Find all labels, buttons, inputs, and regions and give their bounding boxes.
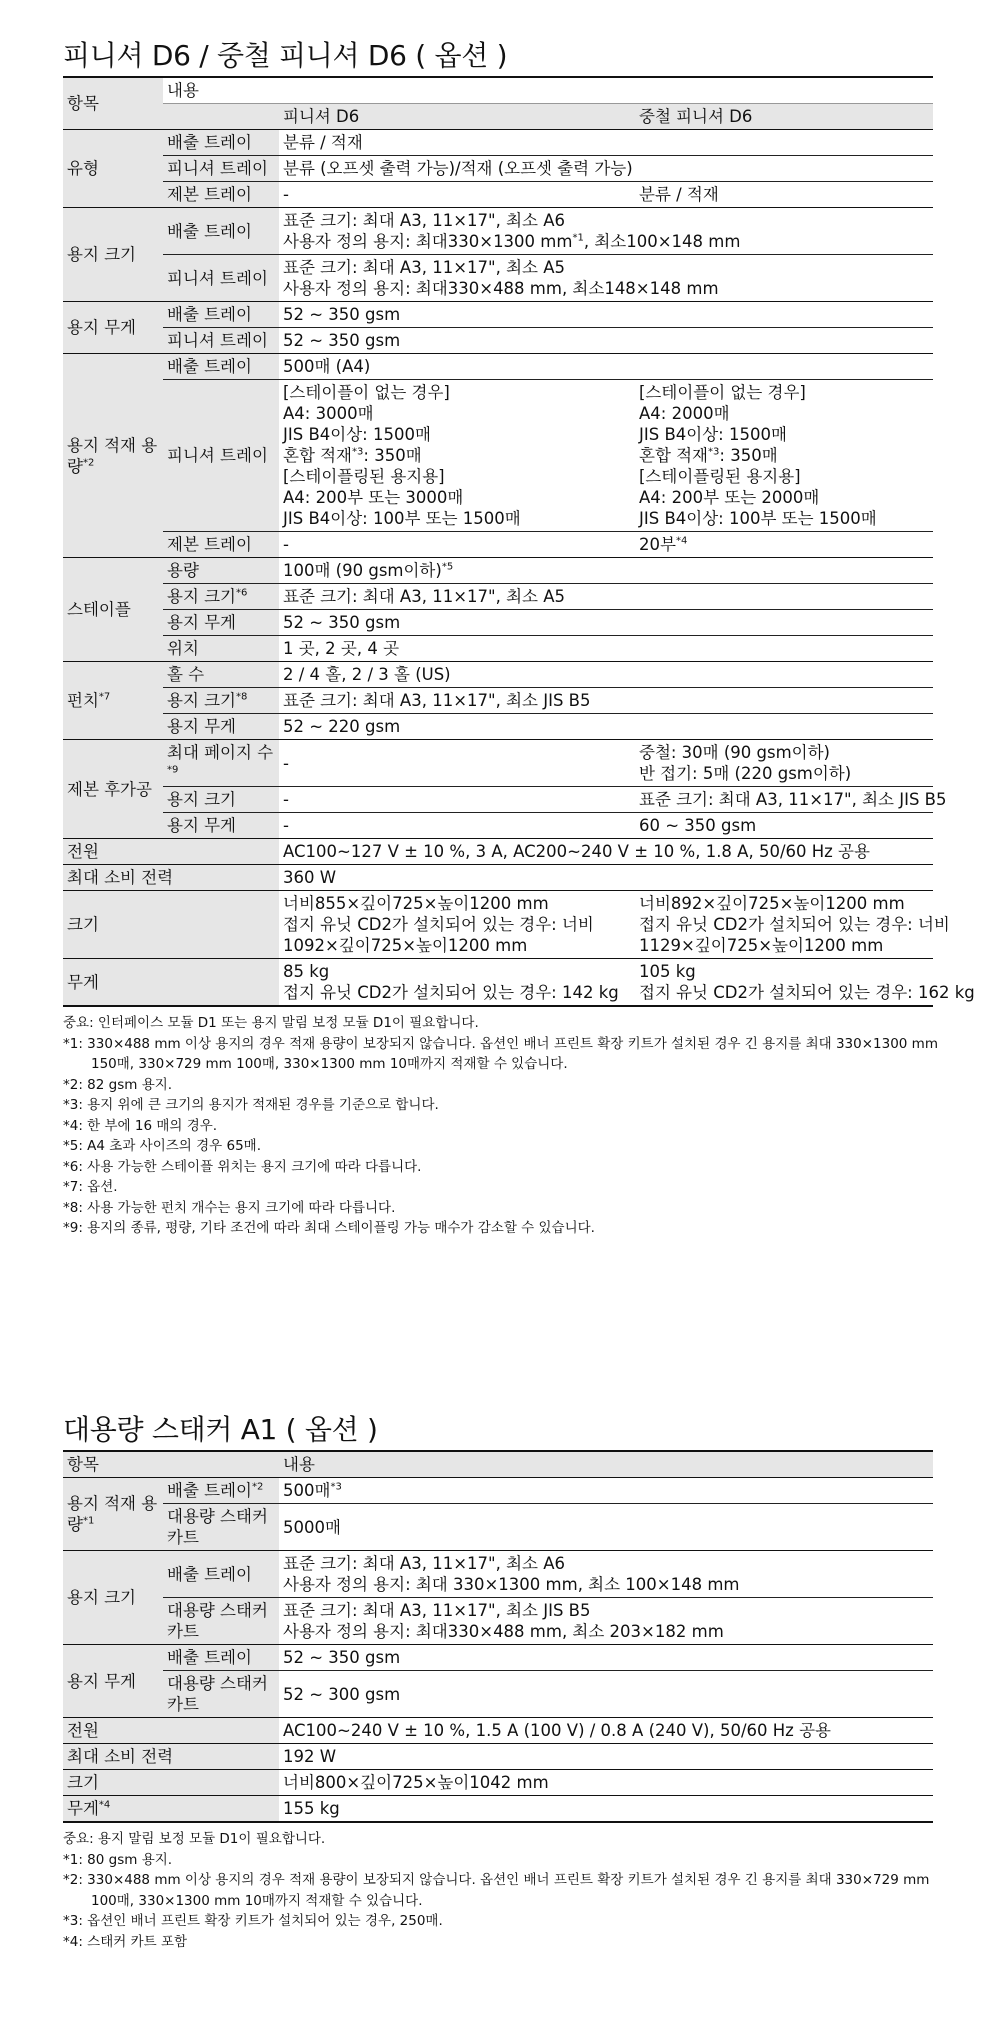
group-paper-size: 용지 크기 (63, 1551, 163, 1645)
row-label: 위치 (163, 636, 279, 662)
row-label: 용지 무게 (163, 714, 279, 740)
group-staple: 스테이플 (63, 558, 163, 662)
header-item: 항목 (63, 77, 163, 130)
group-punch: 펀치$^{*7}$ (63, 662, 163, 740)
note: *9: 용지의 종류, 평량, 기타 조건에 따라 최대 스테이플링 가능 매수가 감소할 수 있습니다. (63, 1220, 595, 1236)
row-value: 52 ~ 350 gsm (279, 302, 933, 328)
row-value: 85 kg 접지 유닛 CD2가 설치되어 있는 경우: 142 kg (279, 959, 635, 1007)
row-value: 표준 크기: 최대 A3, 11×17", 최소 JIS B5 (279, 688, 933, 714)
row-value: 너비855×깊이725×높이1200 mm 접지 유닛 CD2가 설치되어 있는 경우: 너비 1092×깊이725×높이1200 mm (279, 891, 635, 959)
group-capacity: 용지 적재 용량$^{*1}$ (63, 1478, 163, 1551)
group-paper-size: 용지 크기 (63, 208, 163, 302)
group-paper-weight: 용지 무게 (63, 1645, 163, 1718)
note: 중요: 용지 말림 보정 모듈 D1이 필요합니다. (63, 1831, 326, 1847)
row-label: 제본 트레이 (163, 532, 279, 558)
row-label: 용량 (163, 558, 279, 584)
note: *1: 80 gsm 용지. (63, 1851, 173, 1868)
row-label: 배출 트레이 (163, 130, 279, 156)
row-label: 피니셔 트레이 (163, 380, 279, 532)
row-value: [스테이플이 없는 경우] A4: 3000매 JIS B4이상: 1500매 혼합 적재$^{*3}$: 350매 [스테이플링된 용지용] A4: 200부 또는 3000매 JIS B4이상: 100부 또는 1500매 (279, 380, 635, 532)
row-label: 피니셔 트레이 (163, 328, 279, 354)
spec-document (63, 0, 975, 2019)
header-content: 내용 (163, 77, 933, 104)
note: 150매, 330×729 mm 100매, 330×1300 mm 10매까지 적재할 수 있습니다. (91, 1056, 568, 1072)
row-value: 52 ~ 350 gsm (279, 1645, 933, 1671)
row-label: 용지 무게 (163, 610, 279, 636)
row-label: 대용량 스태커 카트 (163, 1598, 279, 1645)
note: 100매, 330×1300 mm 10매까지 적재할 수 있습니다. (91, 1892, 423, 1909)
group-capacity: 용지 적재 용량$^{*2}$ (63, 354, 163, 558)
row-power-label: 전원 (63, 839, 279, 865)
section-title: 대용량 스태커 A1 ( 옵션 ) (63, 1413, 378, 1446)
row-value: 너비800×깊이725×높이1042 mm (279, 1770, 933, 1796)
row-value: AC100~240 V ± 10 %, 1.5 A (100 V) / 0.8 A (240 V), 50/60 Hz 공용 (279, 1718, 933, 1744)
note: *1: 330×488 mm 이상 용지의 경우 적재 용량이 보장되지 않습니다. 옵션인 배너 프린트 확장 키트가 설치된 경우 긴 용지를 최대 330×1300 mm (63, 1035, 938, 1052)
header-item: 항목 (63, 1451, 163, 1478)
row-label: 피니셔 트레이 (163, 156, 279, 182)
row-label: 용지 크기 (163, 787, 279, 813)
section-title: 피니셔 D6 / 중철 피니셔 D6 ( 옵션 ) (63, 39, 508, 72)
row-value: 표준 크기: 최대 A3, 11×17", 최소 JIS B5 사용자 정의 용지: 최대330×488 mm, 최소 203×182 mm (279, 1598, 933, 1645)
note: *5: A4 초과 사이즈의 경우 65매. (63, 1138, 262, 1154)
row-value: 5000매 (279, 1504, 933, 1551)
group-paper-weight: 용지 무게 (63, 302, 163, 354)
finisher-d6-section (63, 38, 975, 1239)
row-label: 용지 크기$^{*8}$ (163, 688, 279, 714)
row-label: 배출 트레이 (163, 1645, 279, 1671)
stacker-a1-section (63, 1412, 933, 1952)
row-value: - (279, 813, 635, 839)
row-value: 너비892×깊이725×높이1200 mm 접지 유닛 CD2가 설치되어 있는 경우: 너비 1129×깊이725×높이1200 mm (635, 891, 933, 959)
note: *7: 옵션. (63, 1179, 118, 1195)
finisher-spec-table (63, 76, 975, 1007)
row-value: 1 곳, 2 곳, 4 곳 (279, 636, 933, 662)
note: *6: 사용 가능한 스테이플 위치는 용지 크기에 따라 다릅니다. (63, 1158, 422, 1175)
row-dimensions-label: 크기 (63, 891, 279, 959)
row-label: 최대 페이지 수$^{*9}$ (163, 740, 279, 787)
row-label: 용지 크기$^{*6}$ (163, 584, 279, 610)
row-value: 105 kg 접지 유닛 CD2가 설치되어 있는 경우: 162 kg (635, 959, 933, 1007)
note: *8: 사용 가능한 펀치 개수는 용지 크기에 따라 다릅니다. (63, 1199, 396, 1216)
row-label: 피니셔 트레이 (163, 255, 279, 302)
row-value: 52 ~ 300 gsm (279, 1671, 933, 1718)
row-label: 배출 트레이 (163, 208, 279, 255)
header-col1: 피니셔 D6 (279, 104, 635, 130)
row-label: 대용량 스태커 카트 (163, 1671, 279, 1718)
row-value: 192 W (279, 1744, 933, 1770)
row-value: AC100~127 V ± 10 %, 3 A, AC200~240 V ± 10 %, 1.8 A, 50/60 Hz 공용 (279, 839, 933, 865)
note: *3: 용지 위에 큰 크기의 용지가 적재된 경우를 기준으로 합니다. (63, 1097, 439, 1113)
row-value: 분류 / 적재 (279, 130, 933, 156)
row-value: 100매 (90 gsm이하)$^{*5}$ (279, 558, 933, 584)
row-max-power-label: 최대 소비 전력 (63, 865, 279, 891)
row-value: 360 W (279, 865, 933, 891)
row-label: 배출 트레이 (163, 354, 279, 380)
row-label: 용지 무게 (163, 813, 279, 839)
row-value: 60 ~ 350 gsm (635, 813, 933, 839)
row-label: 배출 트레이 (163, 1551, 279, 1598)
header-col2: 중철 피니셔 D6 (635, 104, 933, 130)
row-value: 표준 크기: 최대 A3, 11×17", 최소 JIS B5 (635, 787, 933, 813)
row-value: 2 / 4 홀, 2 / 3 홀 (US) (279, 662, 933, 688)
row-label: 배출 트레이 (163, 302, 279, 328)
row-value: - (279, 182, 635, 208)
row-value: 20부$^{*4}$ (635, 532, 933, 558)
row-dimensions-label: 크기 (63, 1770, 279, 1796)
row-value: 52 ~ 350 gsm (279, 610, 933, 636)
row-weight-label: 무게 (63, 959, 279, 1007)
row-weight-label: 무게$^{*4}$ (63, 1796, 279, 1823)
row-power-label: 전원 (63, 1718, 279, 1744)
group-booklet: 제본 후가공 (63, 740, 163, 839)
row-value: 분류 / 적재 (635, 182, 933, 208)
note: *4: 한 부에 16 매의 경우. (63, 1117, 218, 1134)
row-label: 배출 트레이$^{*2}$ (163, 1478, 279, 1504)
row-value: 52 ~ 220 gsm (279, 714, 933, 740)
row-value: [스테이플이 없는 경우] A4: 2000매 JIS B4이상: 1500매 혼합 적재$^{*3}$: 350매 [스테이플링된 용지용] A4: 200부 또는 2000매 JIS B4이상: 100부 또는 1500매 (635, 380, 933, 532)
row-value: 분류 (오프셋 출력 가능)/적재 (오프셋 출력 가능) (279, 156, 933, 182)
row-max-power-label: 최대 소비 전력 (63, 1744, 279, 1770)
row-value: 155 kg (279, 1796, 933, 1823)
row-label: 제본 트레이 (163, 182, 279, 208)
note: *3: 옵션인 배너 프린트 확장 키트가 설치되어 있는 경우, 250매. (63, 1913, 443, 1929)
row-value: - (279, 740, 635, 787)
note: 중요: 인터페이스 모듈 D1 또는 용지 말림 보정 모듈 D1이 필요합니다. (63, 1015, 479, 1031)
row-value: - (279, 787, 635, 813)
note: *4: 스태커 카트 포함 (63, 1933, 188, 1950)
note: *2: 330×488 mm 이상 용지의 경우 적재 용량이 보장되지 않습니다. 옵션인 배너 프린트 확장 키트가 설치된 경우 긴 용지를 최대 330×729 mm (63, 1872, 930, 1888)
row-label: 홀 수 (163, 662, 279, 688)
row-value: 52 ~ 350 gsm (279, 328, 933, 354)
row-value: 중철: 30매 (90 gsm이하) 반 접기: 5매 (220 gsm이하) (635, 740, 933, 787)
row-label: 대용량 스태커 카트 (163, 1504, 279, 1551)
group-type: 유형 (63, 130, 163, 208)
footnotes (63, 1829, 933, 1952)
note: *2: 82 gsm 용지. (63, 1076, 173, 1093)
row-value: 표준 크기: 최대 A3, 11×17", 최소 A6 사용자 정의 용지: 최대330×1300 $mm^{*1}$, 최소100×148 mm (279, 208, 933, 255)
header-content: 내용 (279, 1451, 933, 1478)
row-value: 표준 크기: 최대 A3, 11×17", 최소 A5 (279, 584, 933, 610)
row-value: 표준 크기: 최대 A3, 11×17", 최소 A6 사용자 정의 용지: 최대 330×1300 mm, 최소 100×148 mm (279, 1551, 933, 1598)
row-value: 500매 (A4) (279, 354, 933, 380)
row-value: 500매$^{*3}$ (279, 1478, 933, 1504)
footnotes (63, 1013, 938, 1239)
row-value: 표준 크기: 최대 A3, 11×17", 최소 A5 사용자 정의 용지: 최대330×488 mm, 최소148×148 mm (279, 255, 933, 302)
row-value: - (279, 532, 635, 558)
stacker-spec-table (63, 1450, 933, 1823)
